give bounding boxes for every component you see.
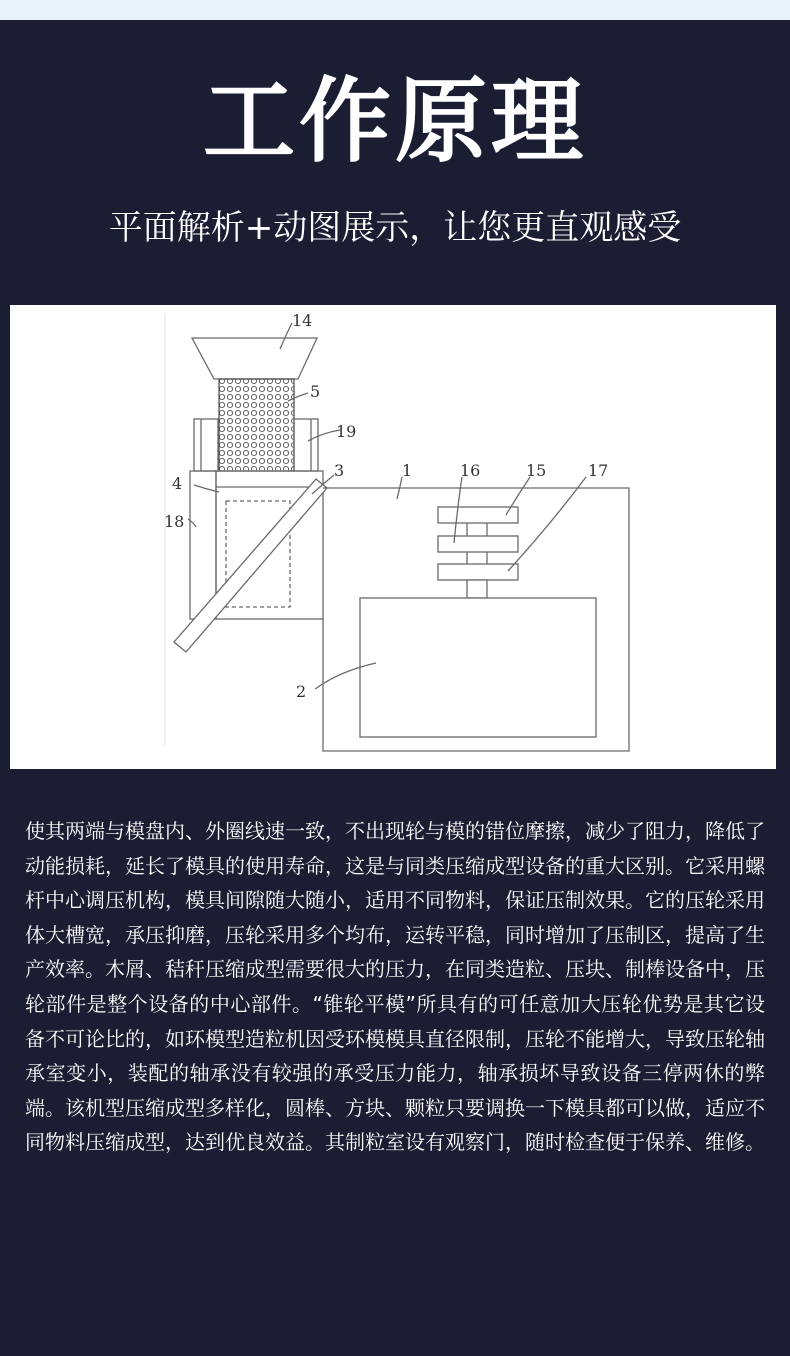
screen-column [219, 379, 294, 471]
description-paragraph: 使其两端与模盘内、外圈线速一致，不出现轮与模的错位摩擦，减少了阻力，降低了动能损耗，延长了模具的使用寿命，这是与同类压缩成型设备的重大区别。它采用螺杆中心调压机构，模具间隙随大随小，适用不同物料，保证压制效果。它的压轮采用体大槽宽，承压抑磨，压轮采用多个均布，运转平稳，同时增加了压制区，提高了生产效率。木屑、秸秆压缩成型需要很大的压力，在同类造粒、压块、制棒设备中，压轮部件是整个设备的中心部件。“锥轮平模”所具有的可任意加大压轮优势是其它设备不可论比的，如环模型造粒机因受环模模具直径限制，压轮不能增大，导致压轮轴承室变小，装配的轴承没有较强的承受压力能力，轴承损坏导致设备三停两休的弊端。该机型压缩成型多样化，圆棒、方块、颗粒只要调换一下模具都可以做，适应不同物料压缩成型，达到优良效益。其制粒室设有观察门，随时检查便于保养、维修。 [25, 819, 765, 1155]
label-5: 5 [310, 382, 321, 401]
label-16: 16 [460, 461, 481, 480]
motor-box [360, 598, 596, 737]
label-3: 3 [334, 461, 345, 480]
working-principle-diagram [10, 305, 776, 769]
label-2: 2 [296, 682, 307, 701]
inclined-chute [174, 479, 327, 652]
label-1: 1 [402, 461, 413, 480]
hopper [192, 338, 317, 379]
pressing-disc-3 [438, 564, 518, 580]
label-15: 15 [526, 461, 547, 480]
label-4: 4 [172, 474, 183, 493]
side-plate-left [194, 419, 218, 471]
top-strip [0, 0, 790, 20]
page-subtitle: 平面解析+动图展示，让您更直观感受 [108, 208, 682, 248]
drive-shaft [467, 580, 487, 598]
label-19: 19 [336, 422, 357, 441]
pressing-disc-2 [438, 536, 518, 552]
label-17: 17 [588, 461, 609, 480]
side-plate-right [294, 419, 318, 471]
page-title: 工作原理 [202, 68, 587, 175]
label-18: 18 [164, 512, 185, 531]
label-14: 14 [292, 311, 313, 330]
side-frame [190, 471, 216, 619]
